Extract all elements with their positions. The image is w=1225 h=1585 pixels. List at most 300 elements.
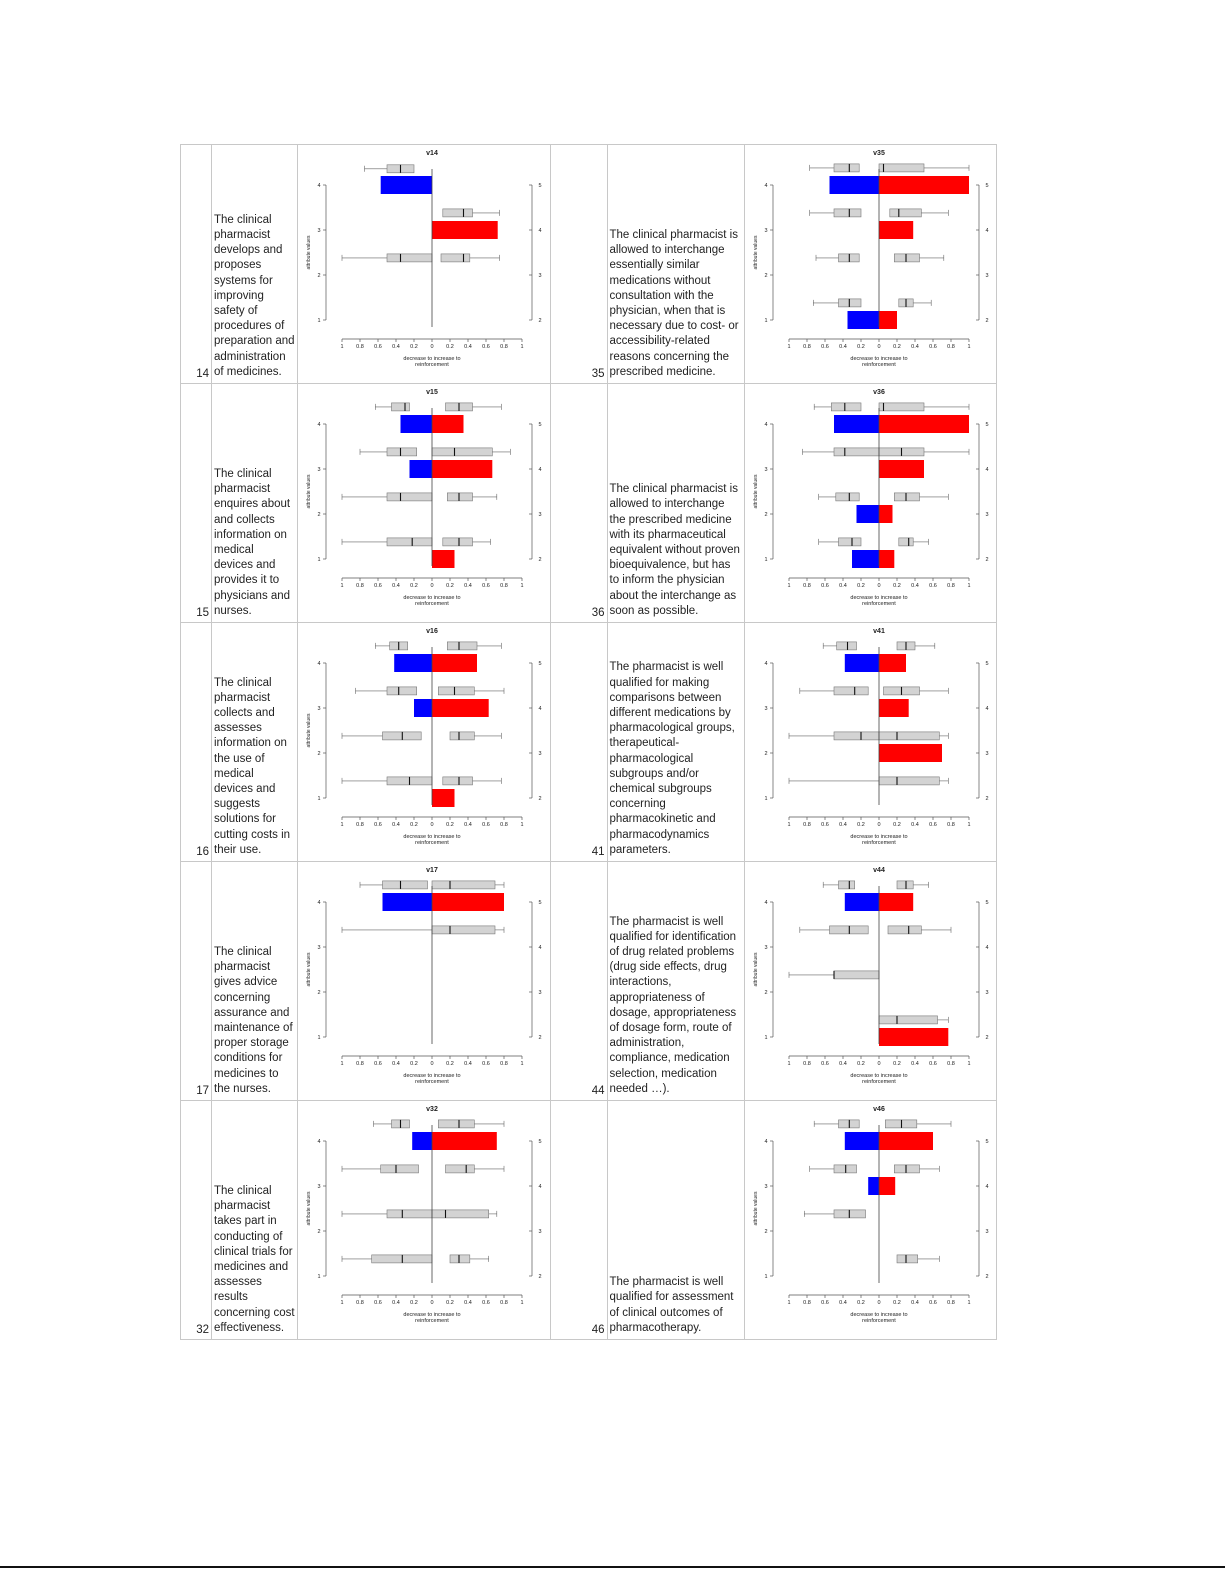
right-tick-label: 2 [984, 318, 989, 324]
item-number: 14 [181, 145, 212, 384]
y-tick-label: 3 [763, 706, 768, 712]
right-tick-label: 2 [984, 1274, 989, 1280]
x-tick-label: 1 [786, 1061, 791, 1067]
x-tick-label: 0.8 [356, 822, 364, 828]
x-tick-label: 0 [876, 583, 881, 589]
right-tick-label: 3 [984, 751, 989, 757]
increase-bar [879, 654, 906, 672]
chart-title: v17 [426, 867, 438, 874]
x-tick-label: 0.6 [482, 583, 490, 589]
x-tick-label: 0.2 [446, 583, 454, 589]
chart-cell [744, 1101, 997, 1340]
chart-title: v15 [426, 389, 438, 396]
item-statement: The clinical pharmacist is allowed to interchange the prescribed medicine with its pharmaceutical equivalent without proven bioequivalence, but has to inform the physician about the interchange as soon as possible. [607, 384, 744, 623]
x-tick-label: 0.2 [892, 822, 901, 828]
box [441, 254, 470, 262]
y-tick-label: 2 [763, 273, 768, 279]
x-tick-label: 0.4 [910, 822, 919, 828]
right-tick-label: 5 [984, 422, 989, 428]
item-statement: The clinical pharmacist develops and proposes systems for improving safety of procedures of preparation and administration of medicines. [212, 145, 298, 384]
right-tick-label: 2 [538, 1274, 542, 1280]
y-tick-label: 2 [763, 751, 768, 757]
y-tick-label: 4 [763, 900, 768, 906]
x-tick-label: 1 [340, 822, 344, 828]
x-tick-label: 0.6 [928, 583, 937, 589]
right-tick-label: 2 [538, 796, 542, 802]
box [897, 1255, 918, 1263]
x-tick-label: 1 [340, 1300, 344, 1306]
box [836, 642, 856, 650]
table-row [181, 384, 997, 623]
x-tick-label: 0.2 [856, 822, 865, 828]
box [438, 1120, 474, 1128]
x-tick-label: 0.2 [856, 583, 865, 589]
x-tick-label: 0.2 [446, 822, 454, 828]
x-tick-label: 0.6 [820, 1300, 829, 1306]
x-tick-label: 0.4 [838, 344, 847, 350]
x-tick-label: 0.2 [446, 344, 454, 350]
x-axis-label: reinforcement [861, 601, 896, 607]
box [894, 254, 919, 262]
y-tick-label: 3 [763, 467, 768, 473]
x-tick-label: 0 [430, 344, 434, 350]
box [835, 493, 858, 501]
x-tick-label: 0.6 [482, 1300, 490, 1306]
x-tick-label: 0.4 [392, 583, 400, 589]
increase-bar [879, 744, 942, 762]
y-axis-label: attribute values [752, 952, 759, 987]
y-tick-label: 2 [317, 751, 321, 757]
x-tick-label: 0.8 [946, 822, 955, 828]
x-tick-label: 0 [430, 822, 434, 828]
y-axis-label: attribute values [306, 474, 312, 509]
x-axis-label: decrease to increase to [849, 356, 908, 362]
y-tick-label: 1 [317, 557, 321, 563]
y-tick-label: 4 [317, 422, 321, 428]
x-tick-label: 0.8 [946, 583, 955, 589]
box [450, 732, 474, 740]
y-axis-label: attribute values [306, 952, 312, 987]
right-tick-label: 5 [538, 422, 542, 428]
x-tick-label: 0.2 [410, 583, 418, 589]
x-axis-label: decrease to increase to [849, 595, 908, 601]
box [834, 687, 868, 695]
decrease-bar [401, 415, 433, 433]
x-tick-label: 1 [966, 1300, 971, 1306]
y-tick-label: 3 [763, 228, 768, 234]
item-number: 35 [550, 145, 607, 384]
decrease-bar [414, 699, 432, 717]
x-tick-label: 0.6 [820, 822, 829, 828]
right-tick-label: 5 [538, 661, 542, 667]
table-row [181, 623, 997, 862]
x-tick-label: 0 [430, 583, 434, 589]
chart-title: v41 [872, 628, 885, 635]
chart-cell [298, 145, 551, 384]
x-tick-label: 1 [786, 583, 791, 589]
x-tick-label: 0.6 [482, 822, 490, 828]
box [438, 687, 474, 695]
y-tick-label: 2 [317, 512, 321, 518]
x-tick-label: 0.2 [892, 1300, 901, 1306]
box [834, 164, 859, 172]
x-tick-label: 1 [520, 1300, 524, 1306]
increase-bar [879, 311, 897, 329]
y-axis-label: attribute values [752, 1191, 759, 1226]
x-tick-label: 0.2 [856, 344, 865, 350]
y-tick-label: 3 [317, 228, 321, 234]
increase-bar [432, 699, 489, 717]
y-tick-label: 3 [763, 945, 768, 951]
x-tick-label: 0.2 [410, 1061, 418, 1067]
x-tick-label: 0.4 [392, 822, 400, 828]
chart-cell [744, 862, 997, 1101]
box [450, 1255, 470, 1263]
increase-bar [432, 415, 464, 433]
right-tick-label: 5 [984, 1139, 989, 1145]
right-tick-label: 3 [984, 273, 989, 279]
box [897, 881, 913, 889]
x-tick-label: 0.8 [500, 1300, 508, 1306]
right-tick-label: 4 [984, 228, 989, 234]
right-tick-label: 4 [984, 1184, 989, 1190]
chart-title: v32 [426, 1106, 438, 1113]
x-tick-label: 0.4 [910, 1300, 919, 1306]
x-tick-label: 1 [520, 583, 524, 589]
x-tick-label: 1 [786, 1300, 791, 1306]
decrease-bar [410, 460, 433, 478]
decrease-bar [844, 654, 878, 672]
box [447, 642, 477, 650]
chart-title: v44 [872, 867, 885, 874]
y-tick-label: 1 [763, 796, 768, 802]
x-tick-label: 1 [520, 1061, 524, 1067]
x-axis-label: reinforcement [415, 601, 449, 607]
x-axis-label: reinforcement [861, 1079, 896, 1085]
y-tick-label: 2 [763, 512, 768, 518]
y-tick-label: 1 [317, 1035, 321, 1041]
x-tick-label: 0.6 [374, 344, 382, 350]
box [447, 493, 472, 501]
increase-bar [432, 654, 477, 672]
x-tick-label: 0.4 [464, 583, 472, 589]
x-axis-label: reinforcement [415, 1318, 449, 1324]
chart-title: v35 [872, 150, 885, 157]
box [387, 538, 432, 546]
y-tick-label: 1 [317, 796, 321, 802]
y-tick-label: 4 [763, 422, 768, 428]
results-table [180, 144, 997, 1340]
x-tick-label: 0.8 [356, 344, 364, 350]
chart-cell [298, 623, 551, 862]
x-axis-label: decrease to increase to [403, 1073, 461, 1079]
right-tick-label: 2 [538, 557, 542, 563]
box [443, 777, 473, 785]
x-tick-label: 0.2 [892, 344, 901, 350]
box [894, 1165, 919, 1173]
x-axis-label: reinforcement [861, 840, 896, 846]
y-axis-label: attribute values [752, 235, 759, 270]
right-tick-label: 5 [538, 900, 542, 906]
y-axis-label: attribute values [306, 235, 312, 270]
item-statement: The clinical pharmacist collects and assesses information on the use of medical devices and suggests solutions for cutting costs in their use. [212, 623, 298, 862]
box-bar-chart-v44 [745, 862, 997, 1100]
x-tick-label: 0.4 [838, 583, 847, 589]
y-tick-label: 2 [317, 990, 321, 996]
x-tick-label: 0 [876, 344, 881, 350]
y-tick-label: 1 [763, 318, 768, 324]
right-tick-label: 3 [538, 751, 542, 757]
box [443, 209, 473, 217]
table-row [181, 1101, 997, 1340]
right-tick-label: 3 [984, 512, 989, 518]
table-row [181, 145, 997, 384]
right-tick-label: 5 [984, 661, 989, 667]
box [838, 881, 854, 889]
x-tick-label: 0 [430, 1300, 434, 1306]
box [838, 538, 861, 546]
chart-cell [744, 384, 997, 623]
x-tick-label: 0.8 [356, 1061, 364, 1067]
x-tick-label: 0.8 [946, 1061, 955, 1067]
x-tick-label: 0.2 [856, 1300, 865, 1306]
item-number: 44 [550, 862, 607, 1101]
increase-bar [432, 1132, 497, 1150]
x-tick-label: 0.6 [482, 1061, 490, 1067]
right-tick-label: 3 [984, 990, 989, 996]
box [381, 1165, 419, 1173]
x-tick-label: 0.4 [392, 1300, 400, 1306]
right-tick-label: 4 [984, 706, 989, 712]
decrease-bar [847, 311, 879, 329]
y-tick-label: 3 [317, 945, 321, 951]
right-tick-label: 2 [984, 557, 989, 563]
x-tick-label: 0.4 [838, 822, 847, 828]
chart-title: v46 [872, 1106, 885, 1113]
right-tick-label: 5 [984, 900, 989, 906]
right-tick-label: 3 [984, 1229, 989, 1235]
decrease-bar [394, 654, 432, 672]
right-tick-label: 4 [984, 945, 989, 951]
x-tick-label: 0.6 [820, 344, 829, 350]
y-tick-label: 4 [317, 661, 321, 667]
x-tick-label: 0.8 [500, 1061, 508, 1067]
y-axis-label: attribute values [306, 1191, 312, 1226]
box [387, 493, 432, 501]
box [834, 732, 879, 740]
increase-bar [432, 893, 504, 911]
x-tick-label: 0.4 [464, 1300, 472, 1306]
y-tick-label: 1 [763, 557, 768, 563]
box [387, 1210, 432, 1218]
x-tick-label: 0.8 [356, 583, 364, 589]
page-bottom-rule [0, 1566, 1225, 1568]
right-tick-label: 4 [538, 706, 542, 712]
x-tick-label: 0.4 [464, 822, 472, 828]
increase-bar [879, 415, 969, 433]
x-tick-label: 1 [520, 344, 524, 350]
x-tick-label: 0.6 [928, 822, 937, 828]
y-tick-label: 4 [763, 1139, 768, 1145]
box [392, 403, 410, 411]
x-tick-label: 1 [786, 822, 791, 828]
box-bar-chart-v32 [298, 1101, 550, 1339]
x-tick-label: 0.4 [464, 1061, 472, 1067]
item-statement: The clinical pharmacist enquires about and collects information on medical devices and provides it to physicians and nurses. [212, 384, 298, 623]
y-tick-label: 2 [317, 273, 321, 279]
x-tick-label: 0.6 [820, 583, 829, 589]
chart-cell [744, 623, 997, 862]
decrease-bar [834, 415, 879, 433]
x-tick-label: 0.4 [910, 344, 919, 350]
x-tick-label: 0.2 [446, 1300, 454, 1306]
x-tick-label: 0.8 [500, 344, 508, 350]
x-tick-label: 0.2 [446, 1061, 454, 1067]
box-bar-chart-v35 [745, 145, 997, 383]
increase-bar [879, 221, 913, 239]
increase-bar [879, 1028, 948, 1046]
x-axis-label: reinforcement [415, 1079, 449, 1085]
x-tick-label: 0.4 [838, 1061, 847, 1067]
x-tick-label: 0.4 [910, 1061, 919, 1067]
decrease-bar [844, 893, 878, 911]
x-tick-label: 0.8 [802, 1061, 811, 1067]
x-tick-label: 0.8 [356, 1300, 364, 1306]
increase-bar [879, 505, 893, 523]
right-tick-label: 5 [538, 1139, 542, 1145]
increase-bar [879, 1177, 895, 1195]
x-tick-label: 0.6 [374, 822, 382, 828]
box-bar-chart-v17 [298, 862, 550, 1100]
item-statement: The pharmacist is well qualified for assessment of clinical outcomes of pharmacotherapy. [607, 1101, 744, 1340]
increase-bar [879, 1132, 933, 1150]
chart-cell [298, 384, 551, 623]
y-axis-label: attribute values [306, 713, 312, 748]
x-tick-label: 1 [340, 344, 344, 350]
box-bar-chart-v15 [298, 384, 550, 622]
right-tick-label: 4 [538, 228, 542, 234]
box [889, 209, 921, 217]
x-tick-label: 0 [876, 1061, 881, 1067]
x-tick-label: 0.6 [482, 344, 490, 350]
y-tick-label: 3 [317, 467, 321, 473]
chart-title: v16 [426, 628, 438, 635]
increase-bar [432, 460, 492, 478]
x-tick-label: 0.2 [892, 583, 901, 589]
decrease-bar [829, 176, 879, 194]
right-tick-label: 3 [538, 990, 542, 996]
x-tick-label: 1 [966, 344, 971, 350]
box [879, 1016, 938, 1024]
x-axis-label: decrease to increase to [849, 834, 908, 840]
y-tick-label: 2 [317, 1229, 321, 1235]
x-tick-label: 0.4 [392, 344, 400, 350]
right-tick-label: 5 [538, 183, 542, 189]
decrease-bar [383, 893, 433, 911]
x-axis-label: decrease to increase to [849, 1312, 908, 1318]
x-tick-label: 0.6 [374, 583, 382, 589]
y-tick-label: 1 [317, 1274, 321, 1280]
right-tick-label: 2 [538, 318, 542, 324]
x-tick-label: 0.6 [820, 1061, 829, 1067]
item-statement: The pharmacist is well qualified for making comparisons between different medications by pharmacological groups, therapeutical-pharmacological subgroups and/or chemical subgroups concerning pharmacokinetic and pharmacodynamics parameters. [607, 623, 744, 862]
increase-bar [879, 176, 969, 194]
x-tick-label: 0.4 [838, 1300, 847, 1306]
item-statement: The pharmacist is well qualified for identification of drug related problems (drug side effects, drug interactions, appropriateness of dosage, appropriateness of dosage form, route of administration, compliance, medication selection, medication needed …). [607, 862, 744, 1101]
x-tick-label: 0.8 [802, 344, 811, 350]
y-tick-label: 2 [763, 990, 768, 996]
right-tick-label: 4 [538, 467, 542, 473]
y-tick-label: 4 [763, 183, 768, 189]
chart-title: v14 [426, 150, 438, 157]
x-axis-label: decrease to increase to [403, 595, 461, 601]
y-tick-label: 4 [317, 900, 321, 906]
x-tick-label: 0.8 [500, 583, 508, 589]
x-tick-label: 0.6 [374, 1300, 382, 1306]
x-tick-label: 0.6 [374, 1061, 382, 1067]
x-tick-label: 0.2 [892, 1061, 901, 1067]
increase-bar [432, 221, 498, 239]
x-tick-label: 0.8 [802, 1300, 811, 1306]
x-tick-label: 0.8 [946, 1300, 955, 1306]
x-axis-label: decrease to increase to [403, 1312, 461, 1318]
item-statement: The clinical pharmacist is allowed to interchange essentially similar medications without consultation with the physician, when that is necessary due to cost- or accessibility-related reasons concerning the prescribed medicine. [607, 145, 744, 384]
item-number: 41 [550, 623, 607, 862]
box-bar-chart-v16 [298, 623, 550, 861]
x-tick-label: 0.8 [946, 344, 955, 350]
box [898, 538, 912, 546]
box [387, 687, 417, 695]
item-number: 32 [181, 1101, 212, 1340]
box [387, 448, 417, 456]
box [387, 254, 432, 262]
x-tick-label: 0.2 [410, 822, 418, 828]
x-tick-label: 0.4 [464, 344, 472, 350]
item-number: 36 [550, 384, 607, 623]
x-tick-label: 0.6 [928, 1300, 937, 1306]
box [446, 1165, 475, 1173]
right-tick-label: 4 [984, 467, 989, 473]
y-tick-label: 3 [317, 706, 321, 712]
y-tick-label: 2 [763, 1229, 768, 1235]
y-tick-label: 1 [763, 1274, 768, 1280]
decrease-bar [381, 176, 432, 194]
increase-bar [879, 699, 909, 717]
increase-bar [432, 550, 455, 568]
right-tick-label: 3 [538, 1229, 542, 1235]
right-tick-label: 2 [538, 1035, 542, 1041]
x-tick-label: 0.4 [910, 583, 919, 589]
x-tick-label: 0.8 [802, 583, 811, 589]
x-axis-label: reinforcement [415, 362, 449, 368]
increase-bar [879, 550, 894, 568]
right-tick-label: 4 [538, 945, 542, 951]
y-tick-label: 1 [317, 318, 321, 324]
x-axis-label: reinforcement [415, 840, 449, 846]
x-axis-label: reinforcement [861, 362, 896, 368]
chart-cell [744, 145, 997, 384]
x-tick-label: 1 [786, 344, 791, 350]
item-number: 46 [550, 1101, 607, 1340]
decrease-bar [856, 505, 879, 523]
y-tick-label: 4 [317, 183, 321, 189]
decrease-bar [844, 1132, 878, 1150]
box [888, 926, 921, 934]
x-tick-label: 0.2 [410, 344, 418, 350]
right-tick-label: 2 [984, 796, 989, 802]
x-tick-label: 1 [966, 583, 971, 589]
chart-title: v36 [872, 389, 885, 396]
